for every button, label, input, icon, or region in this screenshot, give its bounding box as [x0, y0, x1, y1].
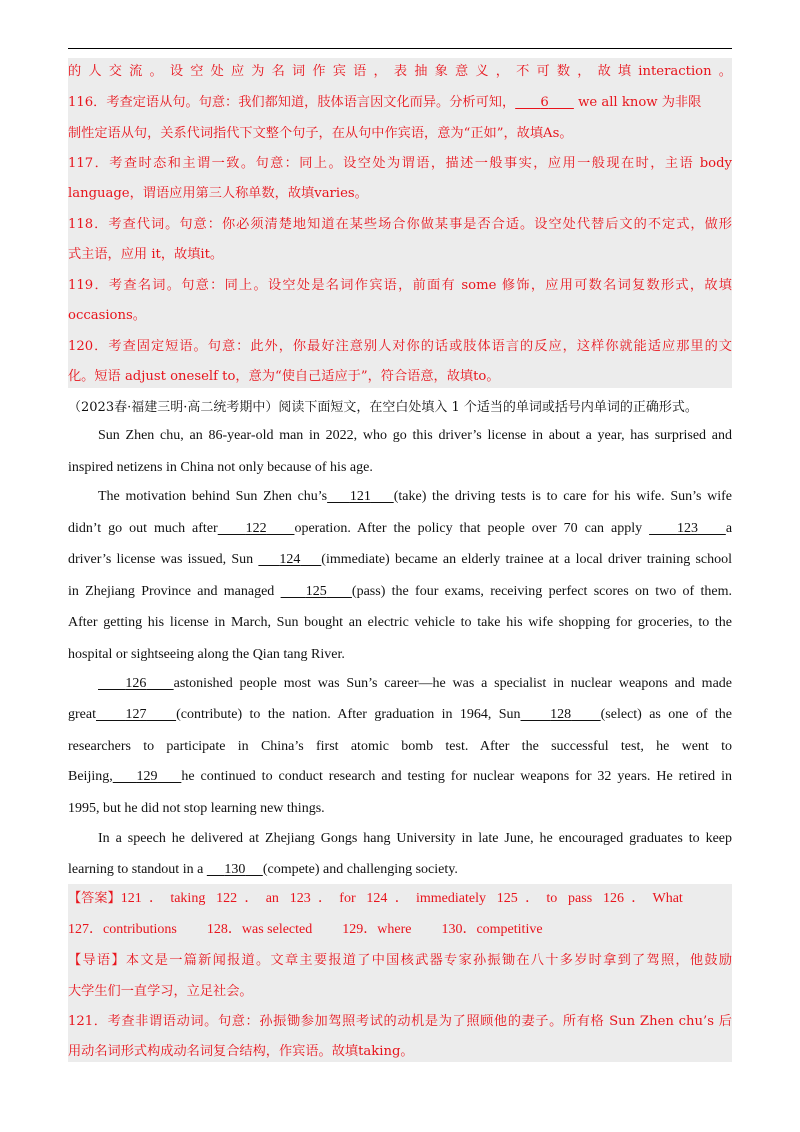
header-rule: [68, 48, 732, 49]
explanation-116-line1: 116．考查定语从句。句意：我们都知道，肢体语言因文化而异。分析可知， 6 we all know 为非限: [68, 95, 702, 110]
source-line: （2023春·福建三明·高二统考期中）阅读下面短文，在空白处填入 1 个适当的单词或括号内单词的正确形式。: [68, 400, 698, 415]
explanation-118-line2: 式主语，应用 it，故填it。: [68, 247, 224, 262]
explanation-119-line2: occasions。: [68, 308, 146, 323]
answer-row2: 127．contributions 128．was selected 129．where 130．competitive: [68, 922, 543, 937]
explanation-121-line2: 用动名词形式构成动名词复合结构，作宾语。故填taking。: [68, 1044, 414, 1059]
passage-p3-line1: 126 astonished people most was Sun’s career—he was a specialist in nuclear weapons and made: [125, 676, 732, 691]
passage-p3-line5: 1995, but he did not stop learning new things.: [68, 801, 325, 816]
explanation-117-line2: language，谓语应用第三人称单数，故填varies。: [68, 186, 368, 201]
explanation-119-line1: 119．考查名词。句意：同上。设空处是名词作宾语，前面有 some 修饰，应用可数名词复数形式，故填: [68, 278, 732, 293]
answer-label: 【答案】: [68, 891, 121, 906]
explanation-116-line2: 制性定语从句，关系代词指代下文整个句子，在从句中作宾语，意为“正如”，故填As。: [68, 126, 573, 141]
explanation-120-line2: 化。短语 adjust oneself to，意为“使自己适应于”，符合语意，故填to。: [68, 369, 500, 384]
explanation-117-line1: 117．考查时态和主谓一致。句意：同上。设空处为谓语，描述一般事实，应用一般现在时，主语 body: [68, 156, 732, 171]
passage-p4-line2: learning to standout in a 130 (compete) and challenging society.: [68, 862, 458, 877]
answer-row1: 【答案】121．taking 122．an 123．for 124．immediately 125．to pass 126．What: [68, 891, 683, 906]
guide-line1: 【导语】本文是一篇新闻报道。文章主要报道了中国核武器专家孙振锄在八十多岁时拿到了驾照，他鼓励: [68, 953, 732, 968]
passage-p2-line1: The motivation behind Sun Zhen chu’s 121 (take) the driving tests is to care for his wife. Sun’s wife: [98, 489, 732, 504]
passage-p2-line3: driver’s license was issued, Sun 124 (immediate) became an elderly trainee at a local driver training school: [68, 552, 732, 567]
guide-line2: 大学生们一直学习，立足社会。: [68, 984, 253, 999]
passage-p3-line3: researchers to participate in China’s first atomic bomb test. After the successful test, he went to: [68, 739, 732, 754]
passage-p2-line4: in Zhejiang Province and managed 125 (pass) the four exams, receiving perfect scores on two of them.: [68, 584, 732, 599]
explanation-118-line1: 118．考查代词。句意：你必须清楚地知道在某些场合你做某事是否合适。设空处代替后文的不定式，做形: [68, 217, 732, 232]
passage-p3-line2: great 127 (contribute) to the nation. After graduation in 1964, Sun 128 (select) as one of the: [68, 707, 732, 722]
explanation-121-line1: 121．考查非谓语动词。句意：孙振锄参加驾照考试的动机是为了照顾他的妻子。所有格 Sun Zhen chu’s 后: [68, 1014, 732, 1029]
explanation-line: 的人交流。设空处应为名词作宾语，表抽象意义，不可数，故填interaction。: [68, 64, 732, 79]
passage-p2-line5: After getting his license in March, Sun bought an electric vehicle to take his wife shopping for groceries, to the: [68, 615, 732, 630]
passage-p1-line1: Sun Zhen chu, an 86-year-old man in 2022, who go this driver’s license in about a year, has surprised and: [98, 428, 732, 443]
passage-p2-line6: hospital or sightseeing along the Qian tang River.: [68, 647, 345, 662]
explanation-120-line1: 120．考查固定短语。句意：此外，你最好注意别人对你的话或肢体语言的反应，这样你就能适应那里的文: [68, 339, 732, 354]
passage-p3-line4: Beijing, 129 he continued to conduct research and testing for nuclear weapons for 32 years. He retired in: [68, 769, 732, 784]
guide-label: 【导语】: [68, 953, 126, 968]
passage-p1-line2: inspired netizens in China not only because of his age.: [68, 460, 373, 475]
passage-p4-line1: In a speech he delivered at Zhejiang Gongs hang University in late June, he encouraged graduates to keep: [98, 831, 732, 846]
passage-p2-line2: didn’t go out much after 122 operation. After the policy that people over 70 can apply 123 a: [68, 521, 732, 536]
